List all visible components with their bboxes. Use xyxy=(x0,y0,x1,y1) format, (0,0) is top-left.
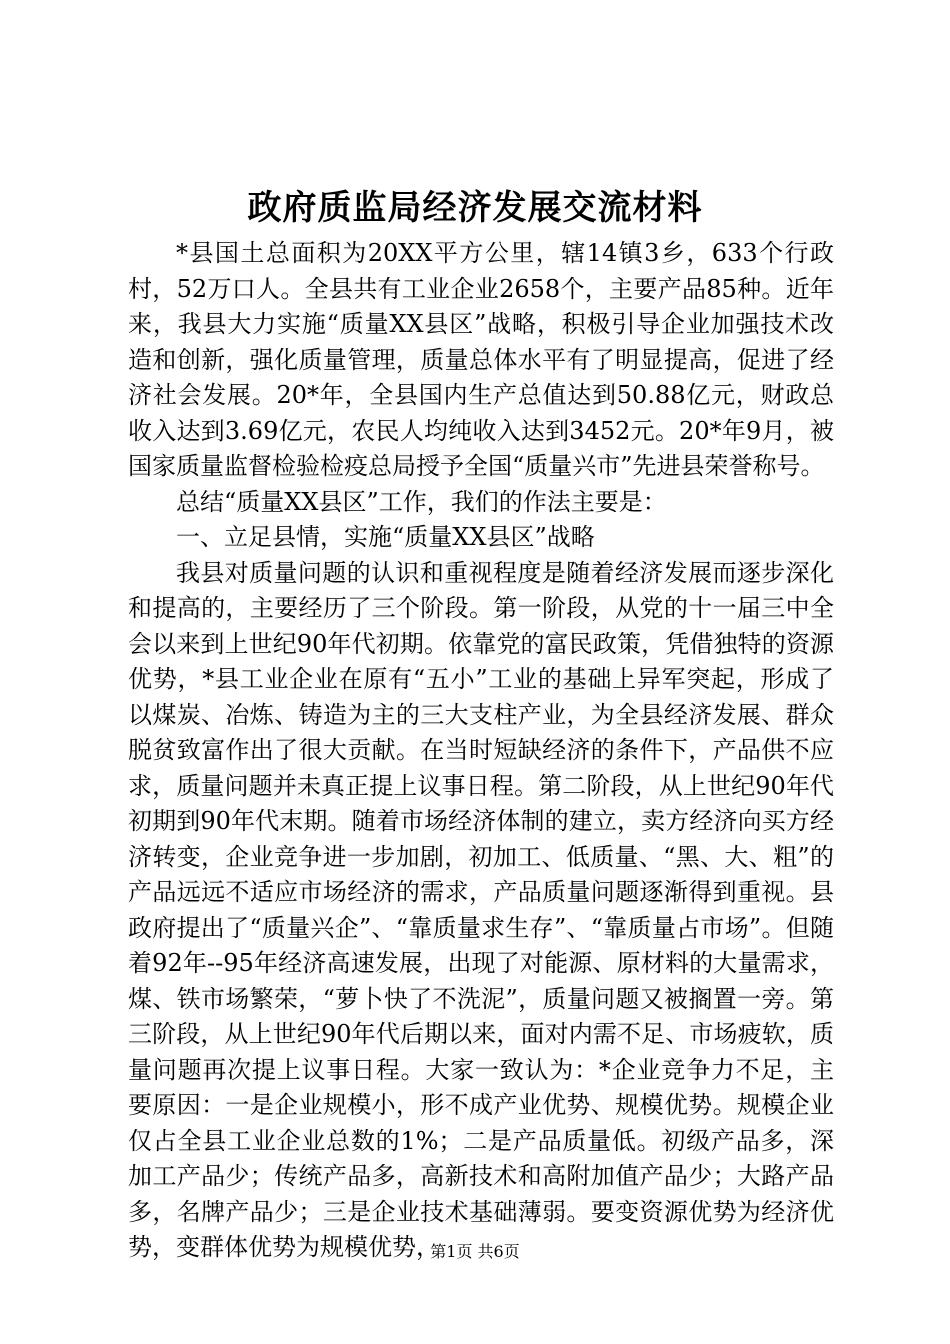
section-heading-1: 一、立足县情，实施“质量XX县区”战略 xyxy=(176,523,595,551)
page-footer: 第1页 共6页 xyxy=(430,1242,520,1261)
document-title: 政府质监局经济发展交流材料 xyxy=(247,188,703,228)
document-body xyxy=(128,236,834,1266)
paragraph-stages: 我县对质量问题的认识和重视程度是随着经济发展而逐步深化和提高的，主要经历了三个阶段。第一阶段，从党的十一届三中全会以来到上世纪90年代初期。依靠党的富民政策，凭借独特的资源优势，*县工业企业在原有“五小”工业的基础上异军突起，形成了以煤炭、冶炼、铸造为主的三大支柱产业，为全县经济发展、群众脱贫致富作出了很大贡献。在当时短缺经济的条件下，产品供不应求，质量问题并未真正提上议事日程。第二阶段，从上世纪90年代初期到90年代末期。随着市场经济体制的建立，卖方经济向买方经济转变，企业竞争进一步加剧，初加工、低质量、“黑、大、粗”的产品远远不适应市场经济的需求，产品质量问题逐渐得到重视。县政府提出了“质量兴企”、“靠质量求生存”、“靠质量占市场”。但随着92年--95年经济高速发展，出现了对能源、原材料的大量需求，煤、铁市场繁荣，“萝卜快了不洗泥”，质量问题又被搁置一旁。第三阶段，从上世纪90年代后期以来，面对内需不足、市场疲软，质量问题再次提上议事日程。大家一致认为：*企业竞争力不足，主要原因：一是企业规模小，形不成产业优势、规模优势。规模企业仅占全县工业企业总数的1%；二是产品质量低。初级产品多，深加工产品少；传统产品多，高新技术和高附加值产品少；大路产品多，名牌产品少；三是企业技术基础薄弱。要变资源优势为经济优势，变群体优势为规模优势， xyxy=(128,558,834,1261)
paragraph-summary-intro: 总结“质量XX县区”工作，我们的作法主要是： xyxy=(176,487,667,516)
paragraph-overview: *县国土总面积为20XX平方公里，辖14镇3乡，633个行政村，52万口人。全县共有工业企业2658个，主要产品85种。近年来，我县大力实施“质量XX县区”战略，积极引导企业加强技术改造和创新，强化质量管理，质量总体水平有了明显提高，促进了经济社会发展。20*年，全县国内生产总值达到50.88亿元，财政总收入达到3.69亿元，农民人均纯收入达到3452元。20*年9月，被国家质量监督检验检疫总局授予全国“质量兴市”先进县荣誉称号。 xyxy=(128,239,834,480)
